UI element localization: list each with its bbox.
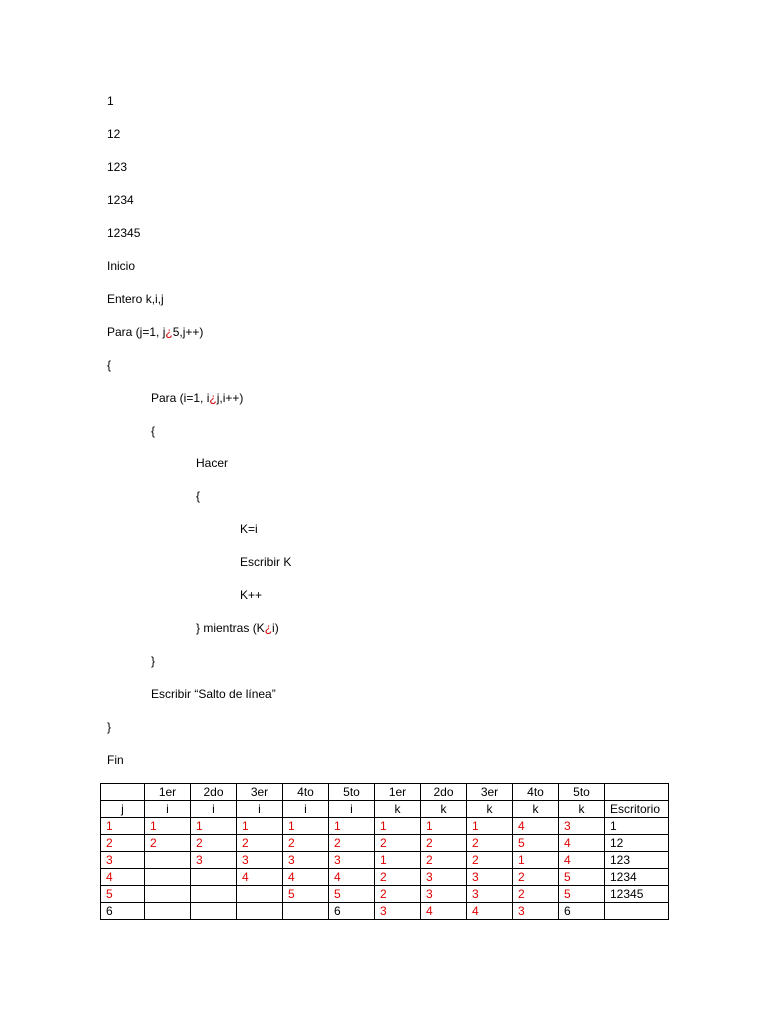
header-cell: 4to [283, 784, 329, 801]
inner-for-post: j,i++) [216, 391, 244, 405]
code-open-brace-3: { [196, 489, 201, 503]
code-close-brace-2: } [151, 654, 156, 668]
table-cell [145, 852, 191, 869]
header-cell: 3er [467, 784, 513, 801]
table-cell: 3 [467, 869, 513, 886]
table-cell: 1 [513, 852, 559, 869]
table-cell: 4 [237, 869, 283, 886]
table-cell: 1 [467, 818, 513, 835]
header-cell: k [375, 801, 421, 818]
table-cell: 5 [559, 886, 605, 903]
table-cell: 1 [605, 818, 669, 835]
table-cell: 3 [421, 886, 467, 903]
code-inicio: Inicio [107, 259, 136, 273]
code-fin: Fin [107, 753, 124, 767]
table-row [101, 869, 669, 886]
header-cell: k [421, 801, 467, 818]
table-cell: 3 [237, 852, 283, 869]
table-row [101, 852, 669, 869]
while-post: i) [272, 621, 279, 635]
table-cell: 1 [145, 818, 191, 835]
table-cell: 3 [101, 852, 145, 869]
table-cell: 5 [101, 886, 145, 903]
header-cell: i [329, 801, 375, 818]
header-row-2 [101, 801, 669, 818]
header-cell: 2do [421, 784, 467, 801]
table-cell: 4 [101, 869, 145, 886]
header-cell: 2do [191, 784, 237, 801]
table-cell: 2 [421, 835, 467, 852]
table-cell: 2 [283, 835, 329, 852]
table-cell: 2 [329, 835, 375, 852]
table-cell [145, 869, 191, 886]
outer-for-pre: Para (j=1, j [107, 325, 166, 339]
table-cell: 2 [101, 835, 145, 852]
table-cell: 2 [513, 886, 559, 903]
table-cell: 2 [375, 886, 421, 903]
table-cell: 2 [513, 869, 559, 886]
table-cell: 2 [145, 835, 191, 852]
outer-for-post: 5,j++) [172, 325, 204, 339]
header-cell: i [191, 801, 237, 818]
header-cell [605, 784, 669, 801]
code-open-brace-1: { [107, 358, 112, 372]
header-cell: Escritorio [605, 801, 669, 818]
table-cell: 2 [467, 852, 513, 869]
header-cell: k [559, 801, 605, 818]
table-cell: 4 [467, 903, 513, 920]
code-hacer: Hacer [196, 456, 229, 470]
header-cell: 1er [375, 784, 421, 801]
inner-for-mark: ¿ [209, 391, 217, 405]
table-cell: 1 [101, 818, 145, 835]
header-cell: k [467, 801, 513, 818]
output-line-1: 1 [107, 94, 114, 108]
header-cell: i [145, 801, 191, 818]
outer-for-mark: ¿ [165, 325, 173, 339]
code-close-brace-1: } [107, 720, 112, 734]
table-cell: 2 [237, 835, 283, 852]
table-cell [283, 903, 329, 920]
table-cell: 1 [237, 818, 283, 835]
header-cell: 4to [513, 784, 559, 801]
table-cell: 2 [375, 869, 421, 886]
table-cell: 1 [191, 818, 237, 835]
table-cell [605, 903, 669, 920]
code-assign: K=i [240, 522, 258, 536]
header-row-1 [101, 784, 669, 801]
table-cell: 12 [605, 835, 669, 852]
table-row [101, 903, 669, 920]
table-cell: 5 [559, 869, 605, 886]
table-cell: 1 [375, 818, 421, 835]
table-cell: 3 [191, 852, 237, 869]
code-declare: Entero k,i,j [107, 292, 164, 306]
output-line-4: 1234 [107, 193, 134, 207]
code-outer-for [107, 325, 203, 339]
table-cell: 3 [559, 818, 605, 835]
table-cell: 4 [559, 835, 605, 852]
code-inc-k: K++ [240, 588, 263, 602]
table-cell: 3 [513, 903, 559, 920]
header-cell: 5to [329, 784, 375, 801]
table-cell: 5 [329, 886, 375, 903]
table-cell [191, 869, 237, 886]
output-line-5: 12345 [107, 226, 141, 240]
code-open-brace-2: { [151, 424, 156, 438]
table-cell [237, 903, 283, 920]
inner-for-pre: Para (i=1, i [151, 391, 210, 405]
trace-table [100, 783, 669, 920]
header-cell [101, 784, 145, 801]
table-cell: 123 [605, 852, 669, 869]
table-row [101, 835, 669, 852]
table-cell: 3 [467, 886, 513, 903]
table-cell: 1 [375, 852, 421, 869]
table-cell: 3 [283, 852, 329, 869]
header-cell: 3er [237, 784, 283, 801]
header-cell: 1er [145, 784, 191, 801]
table-cell: 6 [329, 903, 375, 920]
table-cell [145, 903, 191, 920]
header-cell: i [283, 801, 329, 818]
trace-table-body [101, 784, 669, 920]
table-cell: 1 [329, 818, 375, 835]
code-write-newline: Escribir “Salto de línea” [151, 687, 276, 701]
table-cell: 4 [329, 869, 375, 886]
code-while [196, 621, 279, 635]
table-cell: 4 [283, 869, 329, 886]
header-cell: i [237, 801, 283, 818]
table-cell: 12345 [605, 886, 669, 903]
table-cell: 1 [283, 818, 329, 835]
table-cell: 5 [513, 835, 559, 852]
table-cell: 4 [421, 903, 467, 920]
table-cell: 3 [421, 869, 467, 886]
table-cell: 6 [559, 903, 605, 920]
table-cell: 1234 [605, 869, 669, 886]
while-pre: } mientras (K [196, 621, 265, 635]
table-cell [191, 903, 237, 920]
while-mark: ¿ [264, 621, 273, 635]
table-cell: 2 [421, 852, 467, 869]
table-cell: 2 [375, 835, 421, 852]
table-cell [237, 886, 283, 903]
header-cell: j [101, 801, 145, 818]
header-cell: k [513, 801, 559, 818]
output-line-2: 12 [107, 127, 121, 141]
table-cell: 1 [421, 818, 467, 835]
table-cell [191, 886, 237, 903]
table-cell: 3 [375, 903, 421, 920]
table-cell: 3 [329, 852, 375, 869]
table-cell: 6 [101, 903, 145, 920]
table-cell: 2 [191, 835, 237, 852]
code-write-k: Escribir K [240, 555, 292, 569]
code-inner-for [151, 391, 243, 405]
table-cell: 5 [283, 886, 329, 903]
table-cell: 2 [467, 835, 513, 852]
table-row [101, 886, 669, 903]
table-row [101, 818, 669, 835]
table-cell: 4 [513, 818, 559, 835]
table-cell [145, 886, 191, 903]
header-cell: 5to [559, 784, 605, 801]
output-line-3: 123 [107, 160, 128, 174]
table-cell: 4 [559, 852, 605, 869]
